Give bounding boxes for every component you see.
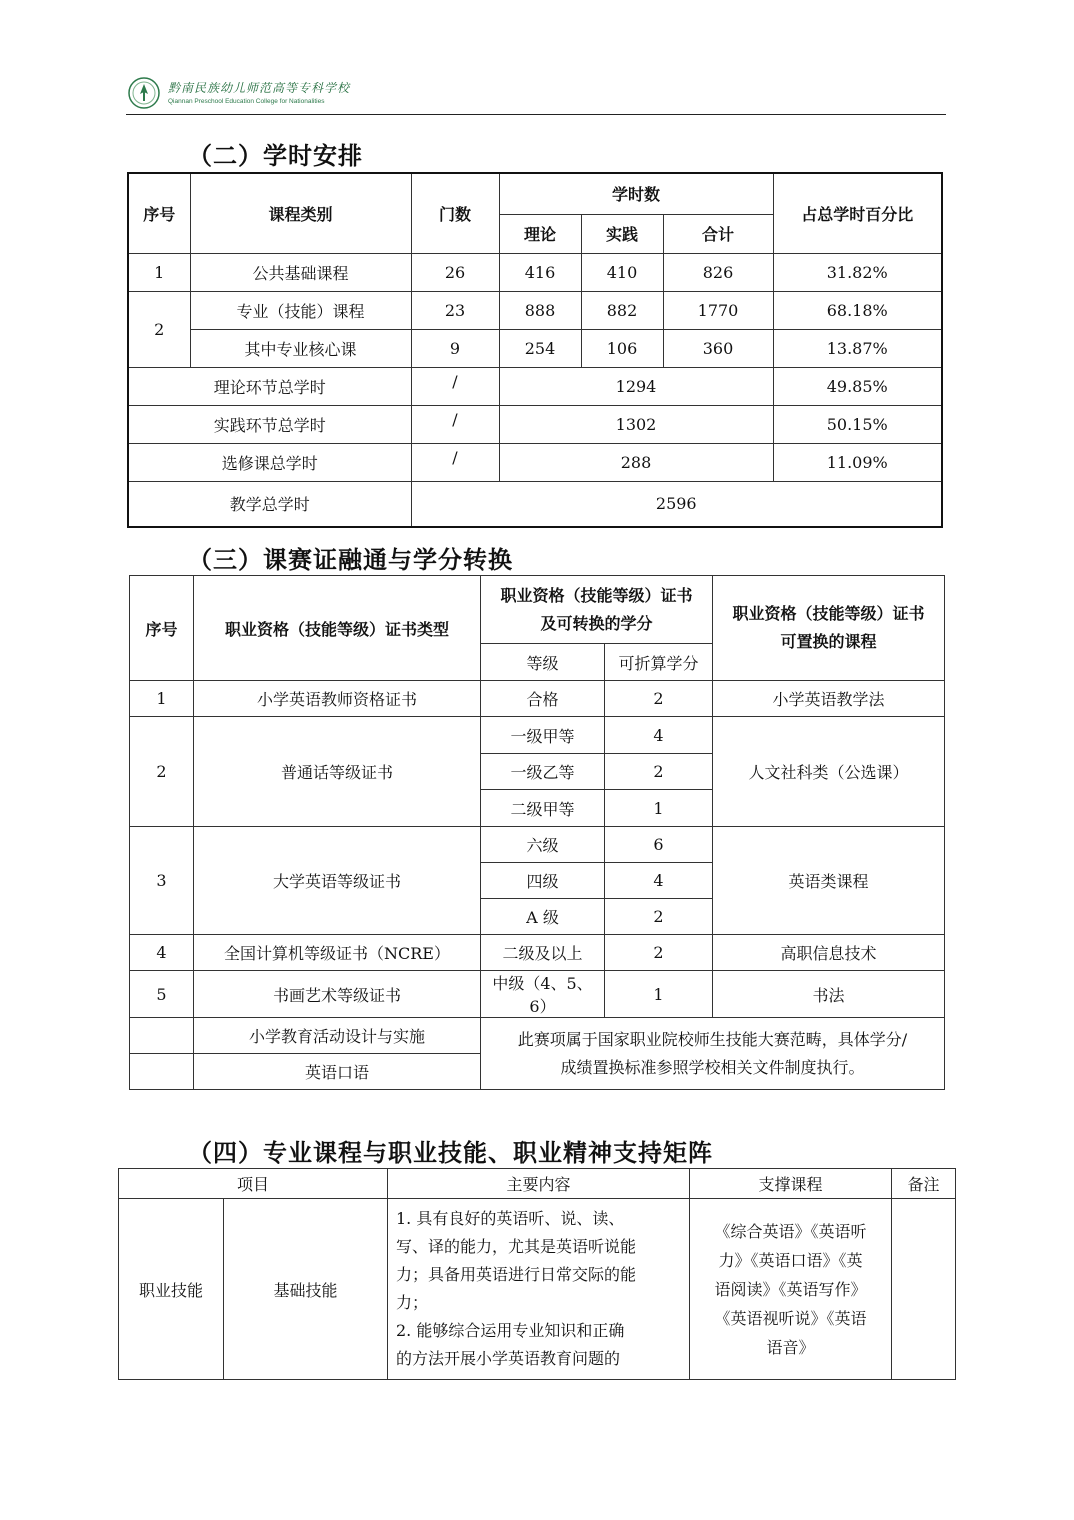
cell-credits: 4 bbox=[605, 717, 713, 754]
header-replace-line1: 职业资格（技能等级）证书 bbox=[732, 604, 925, 623]
section-title-hours: （二）学时安排 bbox=[188, 142, 363, 170]
content-line: 写、译的能力，尤其是英语听说能 bbox=[396, 1237, 637, 1256]
cell-level: 合格 bbox=[481, 681, 605, 717]
table-row bbox=[130, 935, 945, 971]
header-replace-line2: 可置换的课程 bbox=[780, 632, 877, 651]
cell-course: 书法 bbox=[713, 971, 945, 1018]
competition-name: 英语口语 bbox=[194, 1054, 481, 1090]
cell-count: 9 bbox=[411, 329, 499, 367]
cell-category: 职业技能 bbox=[119, 1199, 224, 1380]
school-name-cn: 黔南民族幼儿师范高等专科学校 bbox=[168, 81, 351, 95]
competition-row bbox=[130, 1018, 945, 1054]
header-no: 序号 bbox=[128, 173, 190, 253]
summary-label: 选修课总学时 bbox=[128, 443, 411, 481]
cell-credits: 2 bbox=[605, 935, 713, 971]
summary-row bbox=[128, 443, 942, 481]
hours-table bbox=[127, 172, 943, 528]
table-row bbox=[128, 291, 942, 329]
cell-no: 1 bbox=[130, 681, 194, 717]
cell-category: 其中专业核心课 bbox=[190, 329, 411, 367]
cell-cert-type: 书画艺术等级证书 bbox=[194, 971, 481, 1018]
header-cert-type: 职业资格（技能等级）证书类型 bbox=[194, 576, 481, 681]
cell-level: 四级 bbox=[481, 863, 605, 899]
header-theory: 理论 bbox=[499, 214, 581, 253]
header-credits: 可折算学分 bbox=[605, 644, 713, 681]
cell-content bbox=[388, 1199, 690, 1380]
header-item: 项目 bbox=[119, 1169, 388, 1199]
table-row bbox=[130, 717, 945, 754]
header-remark: 备注 bbox=[892, 1169, 956, 1199]
grand-total-label: 教学总学时 bbox=[128, 481, 411, 527]
content-line: 2. 能够综合运用专业知识和正确 bbox=[396, 1321, 625, 1340]
header-no: 序号 bbox=[130, 576, 194, 681]
header-level: 等级 bbox=[481, 644, 605, 681]
cell-credits: 4 bbox=[605, 863, 713, 899]
cell-category: 专业（技能）课程 bbox=[190, 291, 411, 329]
credit-conversion-table bbox=[129, 575, 945, 1090]
header-courses: 支撑课程 bbox=[690, 1169, 892, 1199]
cell-level: 一级甲等 bbox=[481, 717, 605, 754]
cell-courses bbox=[690, 1199, 892, 1380]
cell-remark bbox=[892, 1199, 956, 1380]
cell-credits: 1 bbox=[605, 790, 713, 827]
cell-total: 360 bbox=[663, 329, 773, 367]
cell-cert-type: 大学英语等级证书 bbox=[194, 827, 481, 935]
cell-practice: 106 bbox=[581, 329, 663, 367]
summary-count: / bbox=[411, 367, 499, 405]
cell-credits: 2 bbox=[605, 681, 713, 717]
header-category: 课程类别 bbox=[190, 173, 411, 253]
competition-note-line1: 此赛项属于国家职业院校师生技能大赛范畴，具体学分/ bbox=[517, 1029, 908, 1049]
summary-row bbox=[128, 367, 942, 405]
grand-total-row bbox=[128, 481, 942, 527]
cell-level: 二级甲等 bbox=[481, 790, 605, 827]
summary-count: / bbox=[411, 443, 499, 481]
summary-hours: 1294 bbox=[499, 367, 773, 405]
competition-name: 小学教育活动设计与实施 bbox=[194, 1018, 481, 1054]
cell-level: 二级及以上 bbox=[481, 935, 605, 971]
table-row bbox=[130, 681, 945, 717]
summary-hours: 288 bbox=[499, 443, 773, 481]
cell-no-empty bbox=[130, 1018, 194, 1054]
cell-credits: 6 bbox=[605, 827, 713, 863]
cell-no: 5 bbox=[130, 971, 194, 1018]
summary-hours: 1302 bbox=[499, 405, 773, 443]
cell-count: 26 bbox=[411, 253, 499, 291]
summary-row bbox=[128, 405, 942, 443]
table-row bbox=[130, 827, 945, 863]
header-credit bbox=[481, 576, 713, 644]
cell-course: 人文社科类（公选课） bbox=[713, 717, 945, 827]
cell-percent: 31.82% bbox=[773, 253, 942, 291]
cell-theory: 254 bbox=[499, 329, 581, 367]
header-content: 主要内容 bbox=[388, 1169, 690, 1199]
cell-credits: 1 bbox=[605, 971, 713, 1018]
table-row bbox=[128, 329, 942, 367]
cell-no: 4 bbox=[130, 935, 194, 971]
cell-no: 1 bbox=[128, 253, 190, 291]
support-matrix-table bbox=[118, 1168, 956, 1380]
school-name-en: Qiannan Preschool Education College for Nationalities bbox=[168, 98, 325, 105]
cell-course: 小学英语教学法 bbox=[713, 681, 945, 717]
section-title-credits: （三）课赛证融通与学分转换 bbox=[188, 546, 513, 574]
cell-percent: 68.18% bbox=[773, 291, 942, 329]
cell-credits: 2 bbox=[605, 899, 713, 935]
summary-label: 实践环节总学时 bbox=[128, 405, 411, 443]
cell-cert-type: 小学英语教师资格证书 bbox=[194, 681, 481, 717]
header-practice: 实践 bbox=[581, 214, 663, 253]
table-row bbox=[128, 253, 942, 291]
competition-note bbox=[481, 1018, 945, 1090]
cell-credits: 2 bbox=[605, 754, 713, 790]
content-line: 的方法开展小学英语教育问题的 bbox=[396, 1349, 621, 1368]
header-credit-line2: 及可转换的学分 bbox=[540, 613, 653, 633]
cell-practice: 882 bbox=[581, 291, 663, 329]
cell-total: 826 bbox=[663, 253, 773, 291]
cell-level: 一级乙等 bbox=[481, 754, 605, 790]
cell-course: 英语类课程 bbox=[713, 827, 945, 935]
summary-count: / bbox=[411, 405, 499, 443]
cell-no: 2 bbox=[128, 291, 190, 367]
cell-level: 中级（4、5、6） bbox=[481, 971, 605, 1018]
cell-cert-type: 全国计算机等级证书（NCRE） bbox=[194, 935, 481, 971]
summary-percent: 11.09% bbox=[773, 443, 942, 481]
cell-theory: 888 bbox=[499, 291, 581, 329]
cell-level: A 级 bbox=[481, 899, 605, 935]
cell-theory: 416 bbox=[499, 253, 581, 291]
content-line: 力；具备用英语进行日常交际的能 bbox=[396, 1265, 637, 1284]
header-replace bbox=[713, 576, 945, 681]
school-logo-icon bbox=[128, 77, 160, 109]
header-hours: 学时数 bbox=[499, 173, 773, 214]
cell-cert-type: 普通话等级证书 bbox=[194, 717, 481, 827]
content-line: 力； bbox=[396, 1293, 429, 1312]
course-line: 《综合英语》《英语听 bbox=[714, 1221, 867, 1241]
summary-percent: 49.85% bbox=[773, 367, 942, 405]
summary-percent: 50.15% bbox=[773, 405, 942, 443]
content-line: 1. 具有良好的英语听、说、读、 bbox=[396, 1209, 625, 1228]
course-line: 《英语视听说》《英语 bbox=[714, 1308, 867, 1328]
cell-percent: 13.87% bbox=[773, 329, 942, 367]
cell-course: 高职信息技术 bbox=[713, 935, 945, 971]
table-row bbox=[119, 1199, 956, 1380]
page-header bbox=[126, 70, 946, 115]
cell-no: 2 bbox=[130, 717, 194, 827]
cell-count: 23 bbox=[411, 291, 499, 329]
cell-no: 3 bbox=[130, 827, 194, 935]
section-title-matrix: （四）专业课程与职业技能、职业精神支持矩阵 bbox=[188, 1139, 713, 1167]
cell-no-empty bbox=[130, 1054, 194, 1090]
course-line: 语音》 bbox=[766, 1337, 815, 1357]
course-line: 力》《英语口语》《英 bbox=[718, 1250, 863, 1270]
cell-total: 1770 bbox=[663, 291, 773, 329]
cell-level: 六级 bbox=[481, 827, 605, 863]
summary-label: 理论环节总学时 bbox=[128, 367, 411, 405]
table-row bbox=[130, 971, 945, 1018]
cell-subcategory: 基础技能 bbox=[224, 1199, 388, 1380]
header-total: 合计 bbox=[663, 214, 773, 253]
competition-note-line2: 成绩置换标准参照学校相关文件制度执行。 bbox=[560, 1057, 865, 1077]
header-count: 门数 bbox=[411, 173, 499, 253]
course-line: 语阅读》《英语写作》 bbox=[714, 1279, 867, 1299]
cell-practice: 410 bbox=[581, 253, 663, 291]
grand-total-hours: 2596 bbox=[411, 481, 942, 527]
header-credit-line1: 职业资格（技能等级）证书 bbox=[500, 585, 693, 605]
cell-category: 公共基础课程 bbox=[190, 253, 411, 291]
header-percent: 占总学时百分比 bbox=[773, 173, 942, 253]
